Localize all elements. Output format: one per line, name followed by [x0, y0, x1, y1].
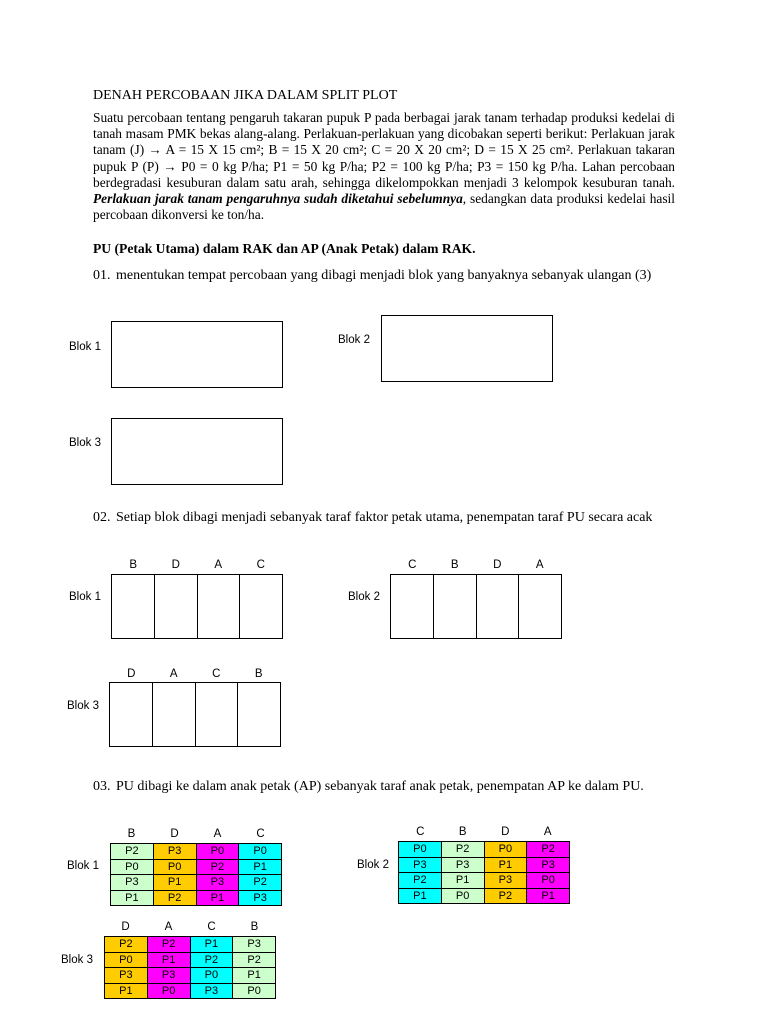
block-3-main-plots: [109, 682, 281, 747]
block-1-label: Blok 1: [69, 591, 101, 603]
sub-plot-cell: P2: [233, 952, 276, 968]
sub-plot-cell: P2: [484, 888, 527, 904]
sub-plot-cell: P3: [153, 844, 196, 860]
sub-plot-cell: P3: [190, 983, 233, 999]
main-plot-label: B: [129, 559, 138, 571]
main-plot-label: A: [214, 559, 223, 571]
sub-plot-cell: P1: [196, 890, 239, 906]
main-plot-label: B: [127, 828, 136, 840]
main-plot: [110, 683, 153, 746]
sub-plot-row: [111, 844, 282, 860]
sub-plot-cell: P0: [239, 844, 282, 860]
main-plot-label: D: [171, 559, 180, 571]
sub-plot-row: [105, 952, 276, 968]
block-3-main-plot-headers: [110, 668, 280, 680]
sub-plot-cell: P0: [441, 888, 484, 904]
sub-plot-cell: P1: [527, 888, 570, 904]
block-2-main-plot-headers: [391, 559, 561, 571]
sub-plot-cell: P1: [190, 937, 233, 953]
main-plot-label: A: [164, 921, 173, 933]
sub-plot-cell: P0: [196, 844, 239, 860]
step-number: 01.: [93, 268, 111, 283]
main-plot-label: A: [169, 668, 178, 680]
main-plot-label: C: [212, 668, 221, 680]
main-plot-label: B: [458, 826, 467, 838]
block-2-label: Blok 2: [348, 591, 380, 603]
sub-plot-cell: P0: [105, 952, 148, 968]
sub-plot-row: [399, 873, 570, 889]
block-1-main-plots: [111, 574, 283, 639]
main-plot-label: D: [170, 828, 179, 840]
step-text: PU dibagi ke dalam anak petak (AP) sebanyak taraf anak petak, penempatan AP ke dalam PU.: [116, 779, 644, 794]
block-3-sub-headers: [104, 921, 276, 933]
sub-plot-cell: P2: [527, 842, 570, 858]
main-plot-label: D: [493, 559, 502, 571]
sub-plot-cell: P3: [196, 875, 239, 891]
block-2-sub-plots: [398, 841, 570, 904]
block-2-main-plots: [390, 574, 562, 639]
main-plot: [196, 683, 239, 746]
sub-plot-row: [111, 875, 282, 891]
sub-plot-cell: P1: [233, 968, 276, 984]
block-1-label: Blok 1: [67, 860, 99, 872]
sub-plot-cell: P0: [190, 968, 233, 984]
step-number: 02.: [93, 510, 111, 525]
sub-plot-row: [111, 890, 282, 906]
intro-text: Suatu percobaan tentang pengaruh takaran pupuk P pada berbagai jarak tanam terhadap produksi kedelai di tanah masam PMK bekas alang-alang. Perlakuan-perlakuan yang dicobakan seperti berikut: Perlakuan jarak tanam (J) → A = 15 X 15 cm²; B = 15 X 20 cm²; C = 20 X 20 cm²; D = 15 X 25 cm². Perlakuan takaran pupuk P (P) → P0 = 0 kg P/ha; P1 = 50 kg P/ha; P2 = 100 kg P/ha; P3 = 150 kg P/ha. Lahan percobaan berdegradasi kesuburan dalam satu arah, sehingga dikelompokkan menjadi 3 kelompok kesuburan tanah.: [93, 110, 675, 190]
sub-plot-cell: P3: [233, 937, 276, 953]
main-plot: [198, 575, 241, 638]
block-2-label: Blok 2: [357, 859, 389, 871]
block-1-sub-plots: [110, 843, 282, 906]
sub-plot-row: [105, 983, 276, 999]
sub-plot-cell: P3: [527, 857, 570, 873]
main-plot-label: A: [535, 559, 544, 571]
sub-plot-cell: P1: [239, 859, 282, 875]
main-plot-label: A: [213, 828, 222, 840]
sub-plot-row: [399, 842, 570, 858]
main-plot: [155, 575, 198, 638]
main-plot: [519, 575, 561, 638]
sub-plot-cell: P3: [399, 857, 442, 873]
intro-emphasis: Perlakuan jarak tanam pengaruhnya sudah diketahui sebelumnya: [93, 191, 463, 207]
sub-plot-row: [399, 857, 570, 873]
block-1-label: Blok 1: [69, 341, 101, 353]
main-plot-label: C: [408, 559, 417, 571]
sub-plot-cell: P2: [239, 875, 282, 891]
block-1-empty: [111, 321, 283, 388]
sub-plot-cell: P0: [153, 859, 196, 875]
sub-plot-cell: P3: [111, 875, 154, 891]
block-3-sub-plots: [104, 936, 276, 999]
step-number: 03.: [93, 779, 111, 794]
sub-plot-cell: P1: [399, 888, 442, 904]
sub-plot-cell: P2: [399, 873, 442, 889]
sub-plot-cell: P0: [399, 842, 442, 858]
sub-plot-cell: P2: [153, 890, 196, 906]
block-1-sub-headers: [110, 828, 282, 840]
sub-plot-cell: P1: [484, 857, 527, 873]
sub-plot-cell: P0: [111, 859, 154, 875]
intro-paragraph: [93, 110, 675, 223]
main-plot: [153, 683, 196, 746]
sub-plot-cell: P3: [441, 857, 484, 873]
block-2-empty: [381, 315, 553, 382]
sub-plot-row: [399, 888, 570, 904]
sub-plot-cell: P2: [190, 952, 233, 968]
step-01: [93, 266, 683, 306]
sub-plot-cell: P3: [105, 968, 148, 984]
page-title: DENAH PERCOBAAN JIKA DALAM SPLIT PLOT: [93, 88, 398, 103]
main-plot: [240, 575, 282, 638]
main-plot: [434, 575, 477, 638]
block-3-empty: [111, 418, 283, 485]
step-text: Setiap blok dibagi menjadi sebanyak taraf faktor petak utama, penempatan taraf PU secara acak: [116, 510, 653, 525]
sub-plot-cell: P0: [147, 983, 190, 999]
main-plot: [112, 575, 155, 638]
sub-plot-cell: P2: [105, 937, 148, 953]
main-plot-label: D: [127, 668, 136, 680]
main-plot-label: C: [416, 826, 425, 838]
main-plot-label: B: [450, 559, 459, 571]
main-plot: [477, 575, 520, 638]
sub-plot-cell: P3: [147, 968, 190, 984]
sub-plot-cell: P2: [441, 842, 484, 858]
sub-plot-cell: P1: [147, 952, 190, 968]
intro-tail: , sedangkan data produksi kedelai hasil percobaan dikonversi ke ton/ha.: [93, 191, 675, 223]
step-02: [93, 508, 683, 548]
sub-plot-cell: P0: [484, 842, 527, 858]
main-plot-label: A: [543, 826, 552, 838]
main-plot-label: C: [256, 559, 265, 571]
sub-plot-cell: P3: [239, 890, 282, 906]
main-plot-label: D: [501, 826, 510, 838]
main-plot-label: D: [121, 921, 130, 933]
main-plot: [391, 575, 434, 638]
block-2-label: Blok 2: [338, 334, 370, 346]
sub-plot-row: [105, 968, 276, 984]
main-plot: [238, 683, 280, 746]
sub-plot-cell: P2: [196, 859, 239, 875]
block-2-sub-headers: [399, 826, 569, 838]
step-text: menentukan tempat percobaan yang dibagi menjadi blok yang banyaknya sebanyak ulangan (3): [116, 268, 652, 283]
main-plot-label: B: [250, 921, 259, 933]
sub-plot-cell: P3: [484, 873, 527, 889]
sub-plot-cell: P1: [105, 983, 148, 999]
sub-plot-row: [111, 859, 282, 875]
section-title: PU (Petak Utama) dalam RAK dan AP (Anak Petak) dalam RAK.: [93, 241, 476, 256]
sub-plot-cell: P1: [111, 890, 154, 906]
sub-plot-cell: P0: [233, 983, 276, 999]
main-plot-label: C: [256, 828, 265, 840]
block-3-label: Blok 3: [69, 437, 101, 449]
sub-plot-cell: P2: [147, 937, 190, 953]
main-plot-label: B: [254, 668, 263, 680]
block-3-label: Blok 3: [61, 954, 93, 966]
sub-plot-row: [105, 937, 276, 953]
sub-plot-cell: P2: [111, 844, 154, 860]
block-3-label: Blok 3: [67, 700, 99, 712]
sub-plot-cell: P1: [153, 875, 196, 891]
sub-plot-cell: P0: [527, 873, 570, 889]
sub-plot-cell: P1: [441, 873, 484, 889]
block-1-main-plot-headers: [112, 559, 282, 571]
main-plot-label: C: [207, 921, 216, 933]
step-03: [93, 777, 683, 817]
